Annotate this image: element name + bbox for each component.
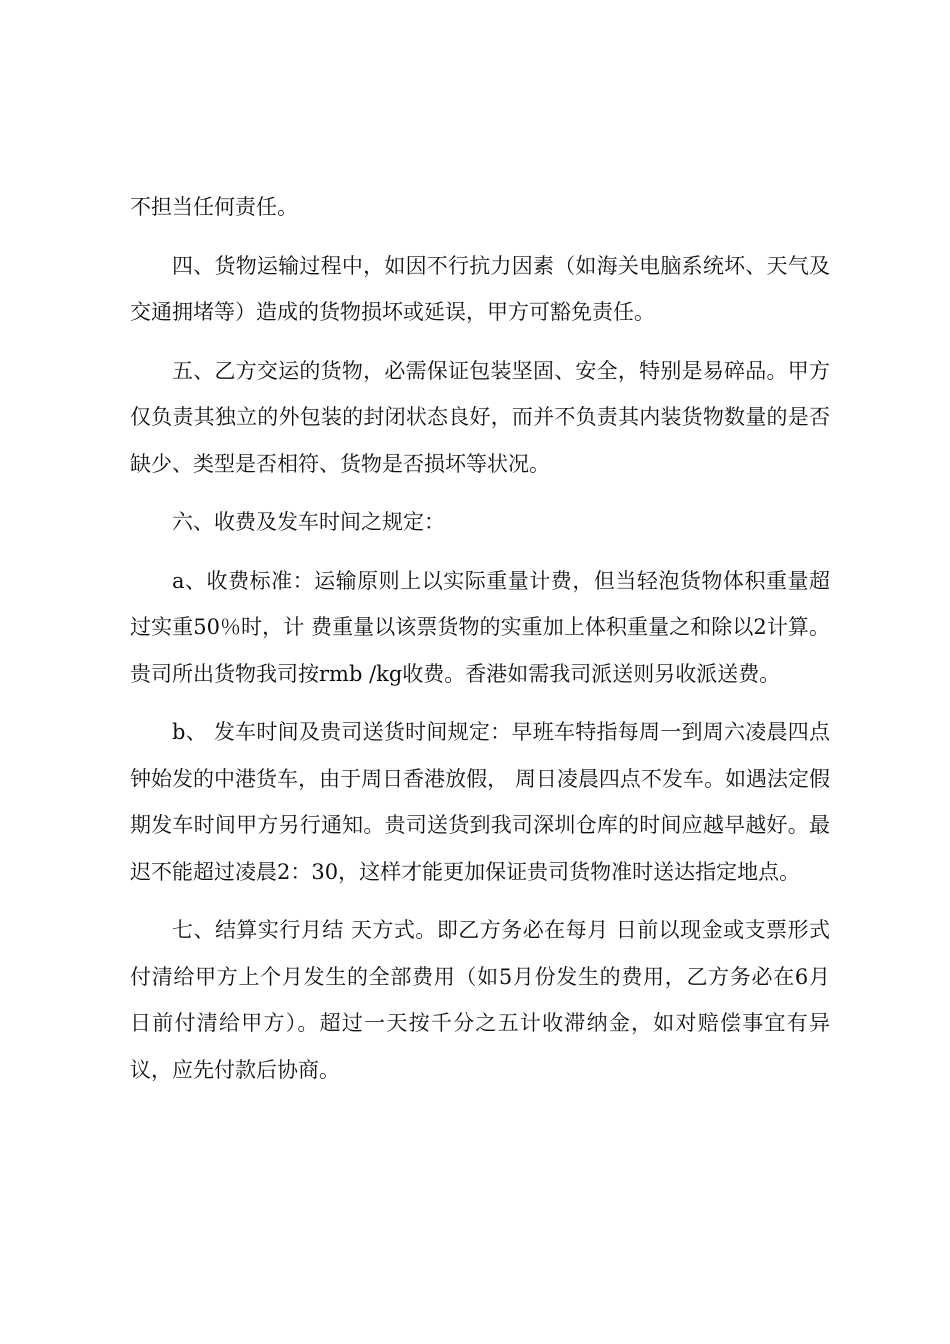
document-body xyxy=(130,184,830,1105)
paragraph-clause-4: 四、货物运输过程中，如因不行抗力因素（如海关电脑系统坏、天气及交通拥堵等）造成的货物损坏或延误，甲方可豁免责任。 xyxy=(130,253,830,324)
paragraph-continuation: 不担当任何责任。 xyxy=(130,195,298,219)
paragraph-clause-6a: a、收费标准：运输原则上以实际重量计费，但当轻泡货物体积重量超过实重50％时，计 费重量以该票货物的实重加上体积重量之和除以2计算。贵司所出货物我司按rmb /kg收费。香港如需我司派送则另收派送费。 xyxy=(130,568,830,686)
paragraph-clause-5: 五、乙方交运的货物，必需保证包装坚固、安全，特别是易碎品。甲方仅负责其独立的外包装的封闭状态良好，而并不负责其内装货物数量的是否缺少、类型是否相符、货物是否损坏等状况。 xyxy=(130,358,830,476)
paragraph-clause-6b: b、 发车时间及贵司送货时间规定：早班车特指每周一到周六凌晨四点钟始发的中港货车，由于周日香港放假， 周日凌晨四点不发车。如遇法定假期发车时间甲方另行通知。贵司送货到我司深圳仓库的时间应越早越好。最迟不能超过凌晨2：30，这样才能更加保证贵司货物准时送达指定地点。 xyxy=(130,720,830,884)
paragraph-clause-7: 七、结算实行月结 天方式。即乙方务必在每月 日前以现金或支票形式付清给甲方上个月发生的全部费用（如5月份发生的费用，乙方务必在6月 日前付清给甲方）。超过一天按千分之五计收滞纳金，如对赔偿事宜有异议，应先付款后协商。 xyxy=(130,918,830,1082)
paragraph-clause-6-heading: 六、收费及发车时间之规定： xyxy=(172,510,445,534)
